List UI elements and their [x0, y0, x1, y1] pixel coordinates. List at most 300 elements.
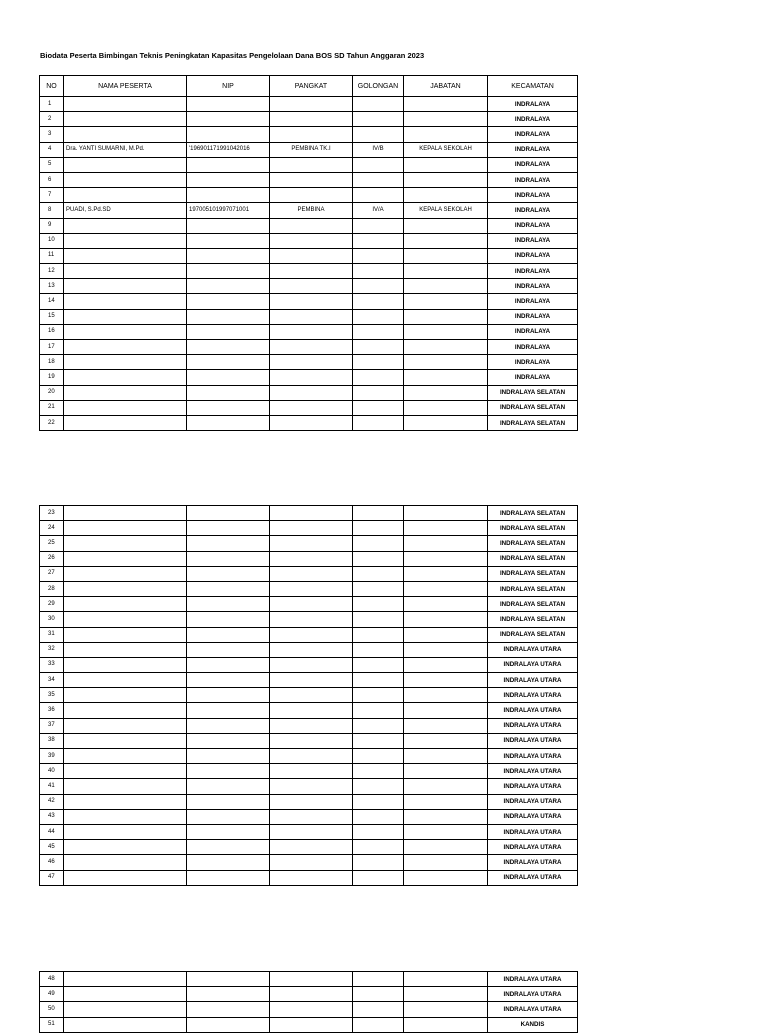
cell-nama-peserta — [64, 506, 187, 521]
cell-pangkat — [270, 673, 353, 688]
cell-jabatan — [404, 385, 488, 400]
cell-nip — [187, 127, 270, 142]
table-row — [40, 218, 578, 233]
cell-nama-peserta — [64, 279, 187, 294]
cell-golongan — [353, 294, 404, 309]
cell-jabatan — [404, 188, 488, 203]
cell-kecamatan: INDRALAYA UTARA — [488, 1002, 578, 1017]
cell-kecamatan: INDRALAYA — [488, 324, 578, 339]
cell-kecamatan: INDRALAYA — [488, 218, 578, 233]
cell-nama-peserta — [64, 112, 187, 127]
cell-nama-peserta — [64, 597, 187, 612]
cell-jabatan — [404, 536, 488, 551]
cell-kecamatan: KANDIS — [488, 1017, 578, 1032]
table-row — [40, 703, 578, 718]
cell-pangkat — [270, 779, 353, 794]
cell-nama-peserta — [64, 324, 187, 339]
cell-nama-peserta — [64, 855, 187, 870]
cell-nip — [187, 809, 270, 824]
cell-nip — [187, 627, 270, 642]
cell-jabatan — [404, 324, 488, 339]
cell-golongan — [353, 172, 404, 187]
cell-golongan — [353, 127, 404, 142]
cell-kecamatan: INDRALAYA UTARA — [488, 749, 578, 764]
cell-no: 43 — [40, 809, 64, 824]
cell-jabatan — [404, 779, 488, 794]
cell-jabatan — [404, 294, 488, 309]
cell-golongan — [353, 112, 404, 127]
cell-golongan — [353, 400, 404, 415]
cell-golongan — [353, 218, 404, 233]
cell-nip — [187, 581, 270, 596]
table-row — [40, 642, 578, 657]
cell-nip — [187, 172, 270, 187]
cell-nip — [187, 264, 270, 279]
cell-nama-peserta — [64, 1017, 187, 1032]
cell-nama-peserta — [64, 612, 187, 627]
cell-nama-peserta — [64, 703, 187, 718]
cell-nip — [187, 233, 270, 248]
cell-golongan — [353, 309, 404, 324]
header-jabatan: JABATAN — [404, 76, 488, 97]
table-row — [40, 764, 578, 779]
table-row — [40, 673, 578, 688]
cell-no: 21 — [40, 400, 64, 415]
cell-nip — [187, 972, 270, 987]
table-row — [40, 987, 578, 1002]
cell-nip — [187, 385, 270, 400]
table-row — [40, 97, 578, 112]
cell-jabatan — [404, 612, 488, 627]
cell-golongan — [353, 673, 404, 688]
cell-nip — [187, 188, 270, 203]
cell-kecamatan: INDRALAYA UTARA — [488, 657, 578, 672]
cell-pangkat — [270, 987, 353, 1002]
cell-jabatan — [404, 824, 488, 839]
cell-golongan — [353, 324, 404, 339]
cell-nama-peserta — [64, 642, 187, 657]
cell-nama-peserta — [64, 824, 187, 839]
cell-pangkat — [270, 324, 353, 339]
cell-nip — [187, 415, 270, 430]
cell-no: 3 — [40, 127, 64, 142]
cell-no: 12 — [40, 264, 64, 279]
cell-jabatan — [404, 1017, 488, 1032]
cell-no: 19 — [40, 370, 64, 385]
cell-pangkat — [270, 794, 353, 809]
table-row — [40, 779, 578, 794]
table-row — [40, 597, 578, 612]
cell-jabatan — [404, 218, 488, 233]
cell-jabatan — [404, 703, 488, 718]
cell-nama-peserta — [64, 673, 187, 688]
cell-golongan — [353, 1002, 404, 1017]
table-header-row — [40, 76, 578, 97]
cell-nama-peserta — [64, 566, 187, 581]
cell-no: 8 — [40, 203, 64, 218]
cell-golongan — [353, 536, 404, 551]
cell-golongan — [353, 233, 404, 248]
cell-pangkat — [270, 733, 353, 748]
cell-nip — [187, 97, 270, 112]
table-row — [40, 279, 578, 294]
cell-pangkat — [270, 127, 353, 142]
cell-no: 14 — [40, 294, 64, 309]
cell-golongan: IV/A — [353, 203, 404, 218]
table-row — [40, 203, 578, 218]
cell-pangkat — [270, 415, 353, 430]
cell-pangkat — [270, 1002, 353, 1017]
cell-kecamatan: INDRALAYA — [488, 127, 578, 142]
participants-table-page-1 — [39, 75, 578, 431]
table-row — [40, 1002, 578, 1017]
cell-nip: 197005101997071001 — [187, 203, 270, 218]
cell-pangkat — [270, 233, 353, 248]
cell-pangkat — [270, 294, 353, 309]
cell-nip — [187, 218, 270, 233]
cell-jabatan — [404, 355, 488, 370]
cell-kecamatan: INDRALAYA SELATAN — [488, 566, 578, 581]
cell-nama-peserta — [64, 688, 187, 703]
cell-pangkat — [270, 506, 353, 521]
table-row — [40, 172, 578, 187]
cell-jabatan — [404, 749, 488, 764]
cell-golongan — [353, 824, 404, 839]
header-golongan: GOLONGAN — [353, 76, 404, 97]
cell-no: 20 — [40, 385, 64, 400]
cell-pangkat — [270, 972, 353, 987]
cell-jabatan — [404, 987, 488, 1002]
cell-golongan — [353, 355, 404, 370]
cell-no: 4 — [40, 142, 64, 157]
table-row — [40, 309, 578, 324]
cell-kecamatan: INDRALAYA — [488, 355, 578, 370]
cell-jabatan — [404, 264, 488, 279]
table-row — [40, 870, 578, 885]
cell-golongan — [353, 157, 404, 172]
cell-no: 23 — [40, 506, 64, 521]
cell-nip — [187, 309, 270, 324]
cell-golongan — [353, 703, 404, 718]
table-row — [40, 749, 578, 764]
cell-pangkat — [270, 627, 353, 642]
cell-pangkat — [270, 718, 353, 733]
cell-no: 9 — [40, 218, 64, 233]
cell-nama-peserta — [64, 627, 187, 642]
cell-pangkat — [270, 612, 353, 627]
cell-no: 25 — [40, 536, 64, 551]
cell-golongan — [353, 764, 404, 779]
cell-no: 13 — [40, 279, 64, 294]
cell-pangkat — [270, 809, 353, 824]
table-row — [40, 142, 578, 157]
cell-jabatan — [404, 855, 488, 870]
cell-nip — [187, 733, 270, 748]
table-row — [40, 972, 578, 987]
cell-jabatan — [404, 870, 488, 885]
cell-pangkat — [270, 536, 353, 551]
cell-jabatan — [404, 764, 488, 779]
cell-nama-peserta — [64, 400, 187, 415]
cell-nama-peserta — [64, 157, 187, 172]
cell-kecamatan: INDRALAYA UTARA — [488, 870, 578, 885]
table-row — [40, 127, 578, 142]
cell-pangkat — [270, 521, 353, 536]
table-row — [40, 294, 578, 309]
cell-nama-peserta — [64, 370, 187, 385]
cell-jabatan — [404, 1002, 488, 1017]
cell-no: 1 — [40, 97, 64, 112]
cell-no: 17 — [40, 340, 64, 355]
cell-golongan — [353, 987, 404, 1002]
cell-pangkat — [270, 1017, 353, 1032]
cell-jabatan — [404, 972, 488, 987]
cell-jabatan — [404, 794, 488, 809]
cell-golongan — [353, 855, 404, 870]
cell-golongan: IV/B — [353, 142, 404, 157]
participants-table-page-3 — [39, 971, 578, 1033]
cell-kecamatan: INDRALAYA UTARA — [488, 987, 578, 1002]
cell-kecamatan: INDRALAYA SELATAN — [488, 627, 578, 642]
cell-nama-peserta — [64, 1002, 187, 1017]
table-row — [40, 400, 578, 415]
table-row — [40, 794, 578, 809]
cell-nip — [187, 294, 270, 309]
cell-nama-peserta — [64, 309, 187, 324]
cell-no: 26 — [40, 551, 64, 566]
cell-nama-peserta — [64, 521, 187, 536]
cell-jabatan — [404, 581, 488, 596]
cell-golongan — [353, 248, 404, 263]
table-row — [40, 581, 578, 596]
cell-kecamatan: INDRALAYA — [488, 172, 578, 187]
cell-golongan — [353, 340, 404, 355]
cell-nip — [187, 324, 270, 339]
cell-kecamatan: INDRALAYA — [488, 279, 578, 294]
cell-jabatan: KEPALA SEKOLAH — [404, 203, 488, 218]
table-row — [40, 506, 578, 521]
cell-golongan — [353, 415, 404, 430]
cell-pangkat — [270, 597, 353, 612]
cell-nip — [187, 355, 270, 370]
cell-nama-peserta — [64, 779, 187, 794]
cell-nama-peserta — [64, 987, 187, 1002]
cell-golongan — [353, 733, 404, 748]
cell-golongan — [353, 612, 404, 627]
cell-jabatan — [404, 370, 488, 385]
cell-no: 34 — [40, 673, 64, 688]
table-row — [40, 521, 578, 536]
cell-golongan — [353, 581, 404, 596]
cell-kecamatan: INDRALAYA UTARA — [488, 733, 578, 748]
cell-nama-peserta — [64, 248, 187, 263]
table-row — [40, 688, 578, 703]
cell-kecamatan: INDRALAYA UTARA — [488, 642, 578, 657]
cell-nama-peserta — [64, 385, 187, 400]
cell-pangkat — [270, 764, 353, 779]
cell-no: 35 — [40, 688, 64, 703]
cell-jabatan — [404, 597, 488, 612]
cell-kecamatan: INDRALAYA UTARA — [488, 673, 578, 688]
cell-nama-peserta — [64, 340, 187, 355]
cell-golongan — [353, 521, 404, 536]
cell-kecamatan: INDRALAYA SELATAN — [488, 506, 578, 521]
cell-nip — [187, 248, 270, 263]
cell-no: 11 — [40, 248, 64, 263]
table-row — [40, 355, 578, 370]
table-row — [40, 157, 578, 172]
cell-jabatan — [404, 233, 488, 248]
cell-jabatan — [404, 657, 488, 672]
cell-no: 39 — [40, 749, 64, 764]
cell-nip — [187, 157, 270, 172]
table-row — [40, 233, 578, 248]
cell-golongan — [353, 627, 404, 642]
cell-nama-peserta — [64, 188, 187, 203]
table-row — [40, 627, 578, 642]
cell-nip — [187, 1002, 270, 1017]
cell-no: 37 — [40, 718, 64, 733]
cell-no: 18 — [40, 355, 64, 370]
cell-nama-peserta — [64, 794, 187, 809]
cell-nip — [187, 794, 270, 809]
cell-pangkat — [270, 642, 353, 657]
cell-no: 32 — [40, 642, 64, 657]
cell-pangkat — [270, 855, 353, 870]
cell-kecamatan: INDRALAYA UTARA — [488, 764, 578, 779]
cell-kecamatan: INDRALAYA UTARA — [488, 688, 578, 703]
cell-no: 33 — [40, 657, 64, 672]
cell-nip — [187, 1017, 270, 1032]
table-row — [40, 612, 578, 627]
cell-pangkat — [270, 355, 353, 370]
cell-jabatan — [404, 733, 488, 748]
table-row — [40, 248, 578, 263]
cell-golongan — [353, 642, 404, 657]
cell-nama-peserta — [64, 749, 187, 764]
cell-kecamatan: INDRALAYA SELATAN — [488, 536, 578, 551]
cell-pangkat — [270, 309, 353, 324]
table-row — [40, 1017, 578, 1032]
cell-nama-peserta — [64, 718, 187, 733]
cell-kecamatan: INDRALAYA SELATAN — [488, 581, 578, 596]
table-row — [40, 718, 578, 733]
cell-no: 24 — [40, 521, 64, 536]
cell-nama-peserta — [64, 972, 187, 987]
cell-kecamatan: INDRALAYA — [488, 370, 578, 385]
cell-pangkat — [270, 248, 353, 263]
table-row — [40, 324, 578, 339]
table-row — [40, 733, 578, 748]
cell-no: 10 — [40, 233, 64, 248]
cell-nip: '196901171991042016 — [187, 142, 270, 157]
cell-pangkat — [270, 188, 353, 203]
cell-golongan — [353, 97, 404, 112]
cell-no: 38 — [40, 733, 64, 748]
cell-golongan — [353, 1017, 404, 1032]
cell-nip — [187, 612, 270, 627]
cell-no: 42 — [40, 794, 64, 809]
cell-kecamatan: INDRALAYA — [488, 264, 578, 279]
header-pangkat: PANGKAT — [270, 76, 353, 97]
cell-nip — [187, 870, 270, 885]
cell-pangkat: PEMBINA — [270, 203, 353, 218]
cell-jabatan — [404, 809, 488, 824]
cell-golongan — [353, 370, 404, 385]
table-row — [40, 370, 578, 385]
cell-nip — [187, 551, 270, 566]
cell-nip — [187, 566, 270, 581]
cell-no: 6 — [40, 172, 64, 187]
cell-nama-peserta — [64, 809, 187, 824]
cell-pangkat — [270, 218, 353, 233]
cell-nama-peserta — [64, 127, 187, 142]
cell-nip — [187, 657, 270, 672]
cell-golongan — [353, 718, 404, 733]
cell-golongan — [353, 188, 404, 203]
cell-jabatan — [404, 309, 488, 324]
table-row — [40, 855, 578, 870]
table-row — [40, 536, 578, 551]
cell-golongan — [353, 749, 404, 764]
document-title: Biodata Peserta Bimbingan Teknis Peningkatan Kapasitas Pengelolaan Dana BOS SD Tahun Anggaran 2023 — [40, 51, 425, 60]
cell-nip — [187, 703, 270, 718]
cell-pangkat — [270, 157, 353, 172]
cell-no: 45 — [40, 840, 64, 855]
cell-kecamatan: INDRALAYA — [488, 112, 578, 127]
cell-kecamatan: INDRALAYA — [488, 203, 578, 218]
cell-nama-peserta — [64, 733, 187, 748]
cell-jabatan — [404, 415, 488, 430]
cell-nip — [187, 370, 270, 385]
cell-kecamatan: INDRALAYA SELATAN — [488, 400, 578, 415]
cell-pangkat — [270, 400, 353, 415]
cell-pangkat — [270, 824, 353, 839]
cell-no: 47 — [40, 870, 64, 885]
cell-pangkat — [270, 840, 353, 855]
cell-kecamatan: INDRALAYA SELATAN — [488, 597, 578, 612]
cell-pangkat — [270, 370, 353, 385]
table-row — [40, 264, 578, 279]
cell-kecamatan: INDRALAYA — [488, 309, 578, 324]
cell-pangkat — [270, 112, 353, 127]
cell-pangkat — [270, 581, 353, 596]
cell-nama-peserta — [64, 264, 187, 279]
cell-golongan — [353, 779, 404, 794]
table-row — [40, 657, 578, 672]
cell-jabatan — [404, 551, 488, 566]
cell-nama-peserta — [64, 536, 187, 551]
cell-golongan — [353, 264, 404, 279]
table-row — [40, 415, 578, 430]
cell-no: 49 — [40, 987, 64, 1002]
cell-nip — [187, 642, 270, 657]
cell-pangkat: PEMBINA TK.I — [270, 142, 353, 157]
cell-golongan — [353, 566, 404, 581]
cell-no: 41 — [40, 779, 64, 794]
cell-kecamatan: INDRALAYA SELATAN — [488, 415, 578, 430]
cell-nip — [187, 688, 270, 703]
cell-pangkat — [270, 279, 353, 294]
cell-jabatan — [404, 718, 488, 733]
cell-kecamatan: INDRALAYA UTARA — [488, 703, 578, 718]
cell-golongan — [353, 688, 404, 703]
cell-kecamatan: INDRALAYA — [488, 157, 578, 172]
cell-nama-peserta — [64, 581, 187, 596]
header-nama-peserta: NAMA PESERTA — [64, 76, 187, 97]
cell-kecamatan: INDRALAYA — [488, 340, 578, 355]
cell-pangkat — [270, 264, 353, 279]
